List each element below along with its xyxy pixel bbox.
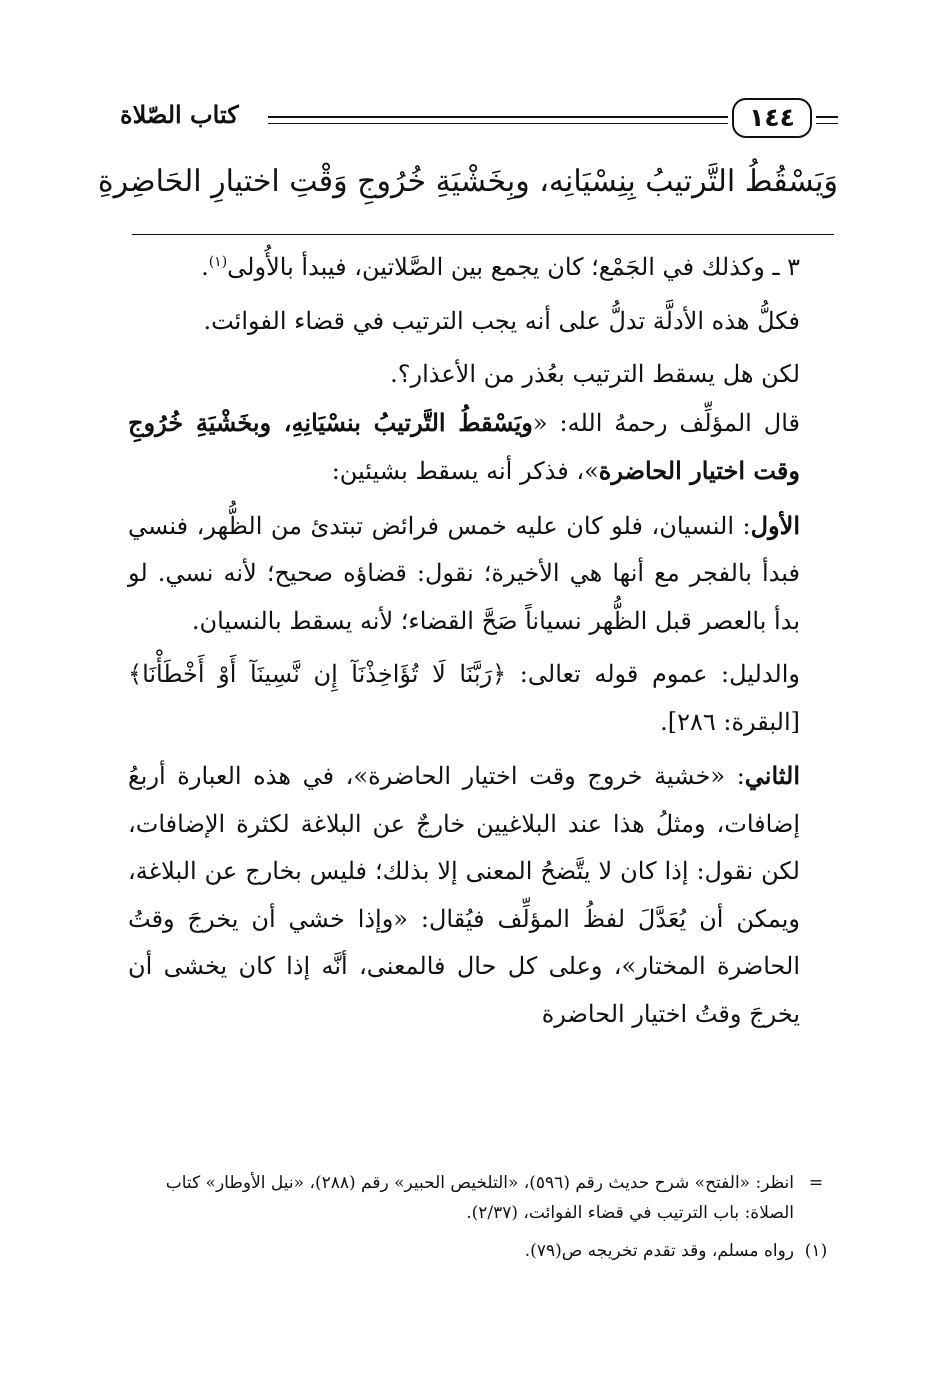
paragraph-author-quote — [128, 399, 834, 496]
paragraph-jam-end: . — [201, 253, 209, 281]
footnotes — [120, 1168, 838, 1266]
footnote-1-text: رواه مسلم، وقد تقدم تخريجه ص(٧٩). — [524, 1241, 794, 1261]
paragraph-jam — [128, 244, 834, 292]
footnote-1-mark: (١) — [804, 1241, 828, 1261]
running-title: كتاب الصّلاة — [120, 100, 239, 129]
paragraph-first-reason — [128, 502, 834, 646]
matn-divider — [132, 234, 834, 235]
author-quote-intro: قال المؤلِّف رحمهُ الله: « — [532, 408, 800, 437]
quran-verse: رَبَّنَا لَا تُؤَاخِذْنَآ إِن نَّسِينَآ أَوْ أَخْطَأْنَا — [142, 660, 493, 688]
page-number: ١٤٤ — [732, 98, 812, 138]
footnote-1 — [120, 1236, 838, 1266]
footnote-continued-mark: = — [808, 1173, 824, 1193]
first-reason-label: الأول — [750, 510, 800, 540]
evidence-intro: والدليل: عموم قوله تعالى: ﴿ — [492, 660, 800, 688]
second-reason-label: الثاني — [744, 761, 800, 790]
header-rule-right-top — [816, 116, 838, 118]
evidence-end: ﴾ [البقرة: ٢٨٦]. — [128, 660, 800, 736]
paragraph-question: لكن هل يسقط الترتيب بعُذر من الأعذار؟. — [390, 360, 800, 388]
header-rule-left-bottom — [268, 123, 728, 124]
commentary-body — [128, 244, 834, 1038]
second-reason-text: : «خشية خروج وقت اختيار الحاضرة»، في هذه العبارة أربعُ إضافات، ومثلُ هذا عند البلاغيين خارجٌ عن البلاغة لكثرة الإضافات، لكن نقول: إذا كان لا يتَّضحُ المعنى إلا بذلك؛ فليس بخارج عن البلاغة، ويمكن أن يُعَدَّلَ لفظُ المؤلِّف فيُقال: «وإذا خشي أن يخرجَ وقتُ الحاضرة المختار»، وعلى كل حال فالمعنى، أنَّه إذا كان يخشى أن يخرجَ وقتُ اختيار الحاضرة — [128, 762, 800, 1028]
author-quote-text: ويَسْقطُ التَّرتيبُ بنسْيَانِهِ، وبخَشْيَةِ خُرُوجِ وقت اختيار الحاضرة — [128, 407, 800, 485]
footnote-ref-1[interactable]: (١) — [208, 254, 228, 270]
header-rule-right-bottom — [816, 123, 838, 124]
paragraph-jam-text: ٣ ـ وكذلك في الجَمْع؛ كان يجمع بين الصَّلاتين، فيبدأ بالأُولى — [227, 253, 800, 281]
page-header — [120, 96, 838, 146]
matn-line: وَيَسْقُطُ التَّرتيبُ بِنِسْيَانِه، وبِخَشْيَةِ خُرُوجِ وَقْتِ اختيارِ الحَاضِرةِ — [97, 164, 838, 199]
header-rule-left-top — [268, 116, 728, 118]
paragraph-conclusion: فكلُّ هذه الأدلَّة تدلُّ على أنه يجب الترتيب في قضاء الفوائت. — [203, 306, 800, 335]
footnote-continued-text: انظر: «الفتح» شرح حديث رقم (٥٩٦)، «التلخيص الحبير» رقم (٢٨٨)، «نيل الأوطار» كتاب الصلاة: باب الترتيب في قضاء الفوائت، (٢/٣٧). — [165, 1173, 794, 1223]
paragraph-second-reason — [128, 752, 834, 1038]
first-reason-text: : النسيان، فلو كان عليه خمس فرائض تبتدئ من الظُّهر، فنسي فبدأ بالفجر مع أنها هي الأخيرة؛ نقول: قضاؤه صحيح؛ لأنه نسي. لو بدأ بالعصر قبل الظُّهر نسياناً صَحَّ القضاء؛ لأنه يسقط بالنسيان. — [128, 511, 800, 635]
author-quote-end: »، فذكر أنه يسقط بشيئين: — [331, 457, 599, 485]
paragraph-evidence — [128, 651, 834, 746]
footnote-continued — [120, 1168, 838, 1228]
